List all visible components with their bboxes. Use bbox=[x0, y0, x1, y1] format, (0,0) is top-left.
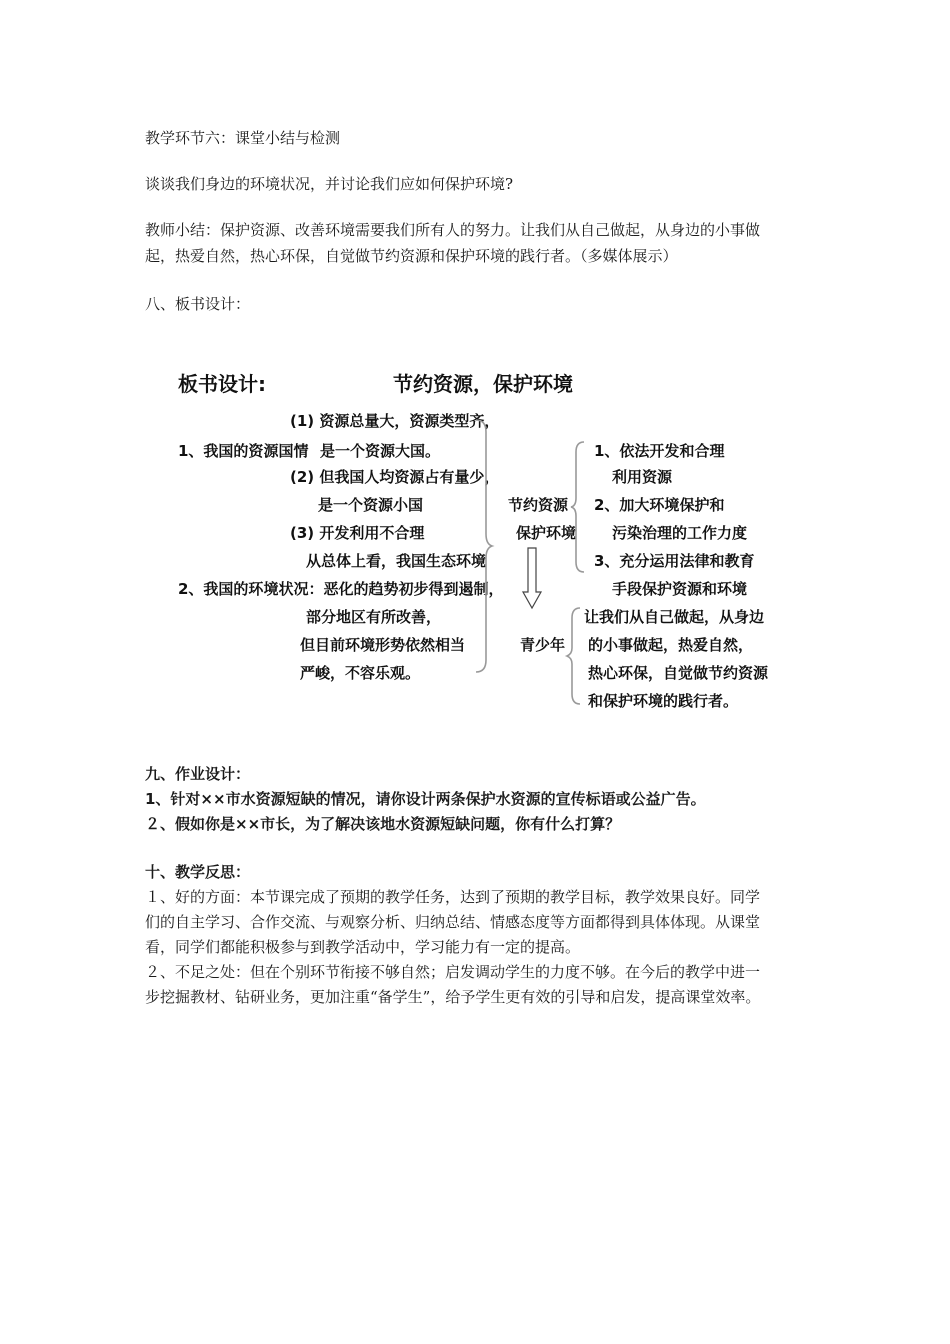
reflection-good-line1: １、好的方面：本节课完成了预期的教学任务，达到了预期的教学目标，教学效果良好。同学 bbox=[145, 888, 761, 906]
youth-line-1: 让我们从自己做起，从身边 bbox=[584, 608, 765, 626]
measure-2a: 2、加大环境保护和 bbox=[594, 496, 725, 514]
measure-2b: 污染治理的工作力度 bbox=[612, 524, 748, 542]
section6-title: 教学环节六：课堂小结与检测 bbox=[145, 129, 341, 147]
board-point-1a: (1) 资源总量大，资源类型齐， bbox=[290, 412, 500, 430]
center-label-1: 节约资源 bbox=[508, 496, 569, 514]
board-point-4: 从总体上看，我国生态环境 bbox=[306, 552, 487, 570]
teacher-summary-line1: 教师小结：保护资源、改善环境需要我们所有人的努力。让我们从自己做起，从身边的小事做 bbox=[145, 221, 761, 239]
measure-1a: 1、依法开发和合理 bbox=[594, 442, 725, 460]
section9-title: 九、作业设计： bbox=[145, 765, 251, 783]
measure-3b: 手段保护资源和环境 bbox=[612, 580, 748, 598]
reflection-bad-line2: 步挖掘教材、钻研业务，更加注重“备学生”，给予学生更有效的引导和启发，提高课堂效率。 bbox=[145, 988, 761, 1006]
board-item-2: 2、我国的环境状况：恶化的趋势初步得到遏制， bbox=[178, 580, 504, 598]
board-point-1b: 是一个资源大国。 bbox=[320, 442, 441, 460]
measure-3a: 3、充分运用法律和教育 bbox=[594, 552, 755, 570]
youth-line-4: 和保护环境的践行者。 bbox=[588, 692, 739, 710]
board-point-6: 但目前环境形势依然相当 bbox=[300, 636, 466, 654]
youth-line-2: 的小事做起，热爱自然， bbox=[588, 636, 754, 654]
section10-title: 十、教学反思： bbox=[145, 863, 251, 881]
board-point-2a: (2) 但我国人均资源占有量少， bbox=[290, 468, 500, 486]
youth-label: 青少年 bbox=[520, 636, 566, 654]
youth-line-3: 热心环保，自觉做节约资源 bbox=[588, 664, 769, 682]
right-brace-lower bbox=[566, 606, 582, 706]
reflection-good-line2: 们的自主学习、合作交流、与观察分析、归纳总结、情感态度等方面都得到具体体现。从课堂 bbox=[145, 913, 761, 931]
board-item-1-label: 1、我国的资源国情 bbox=[178, 442, 309, 460]
left-brace bbox=[474, 418, 494, 674]
board-title: 节约资源，保护环境 bbox=[393, 372, 573, 396]
reflection-bad-line1: ２、不足之处：但在个别环节衔接不够自然；启发调动学生的力度不够。在今后的教学中进一 bbox=[145, 963, 761, 981]
board-point-7: 严峻，不容乐观。 bbox=[300, 664, 421, 682]
right-brace-upper bbox=[570, 440, 586, 574]
board-point-2b: 是一个资源小国 bbox=[318, 496, 424, 514]
homework-item-1: 1、针对××市水资源短缺的情况，请你设计两条保护水资源的宣传标语或公益广告。 bbox=[145, 790, 706, 808]
board-label: 板书设计: bbox=[178, 372, 266, 396]
section8-title: 八、板书设计： bbox=[145, 295, 251, 313]
section6-question: 谈谈我们身边的环境状况，并讨论我们应如何保护环境? bbox=[145, 175, 514, 193]
down-arrow-icon bbox=[522, 548, 542, 610]
reflection-good-line3: 看，同学们都能积极参与到教学活动中，学习能力有一定的提高。 bbox=[145, 938, 581, 956]
homework-item-2: ２、假如你是××市长，为了解决该地水资源短缺问题，你有什么打算？ bbox=[145, 815, 621, 833]
board-point-3a: (3) 开发利用不合理 bbox=[290, 524, 425, 542]
board-point-5: 部分地区有所改善， bbox=[306, 608, 442, 626]
measure-1b: 利用资源 bbox=[612, 468, 673, 486]
teacher-summary-line2: 起，热爱自然，热心环保，自觉做节约资源和保护环境的践行者。（多媒体展示） bbox=[145, 247, 678, 265]
center-label-2: 保护环境 bbox=[516, 524, 577, 542]
